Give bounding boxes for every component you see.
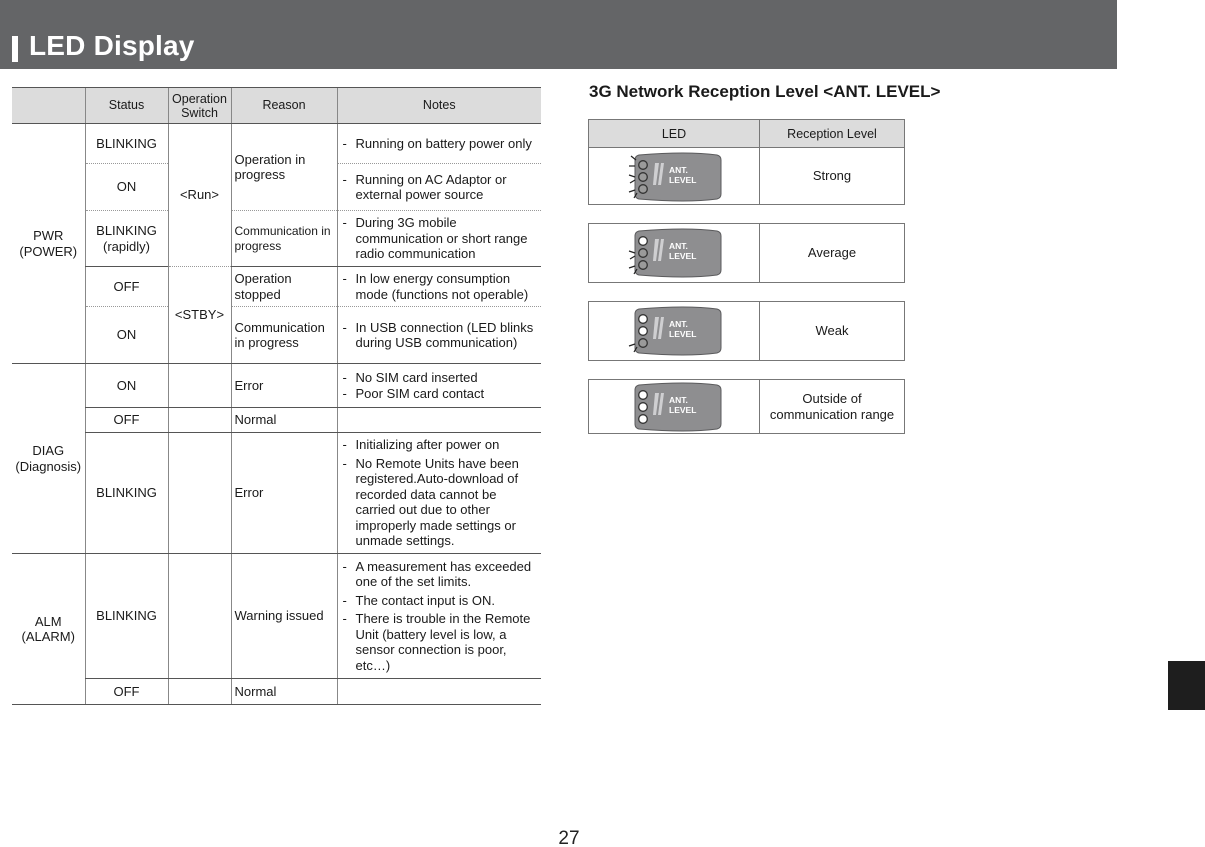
led-off [639,415,648,424]
led-lit [639,161,648,170]
status-cell: ON [85,307,168,364]
led-glow-ray [629,266,635,268]
col-header-reason: Reason [231,88,337,124]
table-row [12,408,541,433]
page-header [0,0,1117,69]
table-header-row [12,88,541,124]
page-title: LED Display [29,30,195,61]
reason-cell: Communication in progress [231,211,337,267]
reception-table-header [588,119,905,147]
antenna-led-icon [627,151,727,203]
status-cell: OFF [85,267,168,307]
led-glow-ray [629,251,635,253]
led-label-pwr: PWR (POWER) [12,124,85,364]
page-number: 27 [558,828,580,847]
led-glow-ray [629,344,635,346]
led-glow-ray [630,180,635,183]
section-side-tab [1168,661,1205,710]
led-status-table [12,87,541,705]
led-off [639,237,648,246]
table-row [12,679,541,705]
ant-led-cell [589,148,760,204]
reason-cell: Warning issued [231,554,337,679]
col-header-blank [12,88,85,124]
reception-row-outside [588,379,905,434]
notes-cell: - Running on battery power only [337,124,541,164]
ant-icon-label-1: ANT. [669,319,688,329]
notes-cell: - Running on AC Adaptor or external power source [337,164,541,211]
reason-cell: Operation in progress [231,124,337,211]
table-row [12,364,541,408]
led-label-alm: ALM (ALARM) [12,554,85,705]
reason-cell: Error [231,364,337,408]
col-header-reception-level: Reception Level [787,126,877,141]
ant-icon-label-2: LEVEL [669,251,697,261]
notes-cell [337,679,541,705]
led-label-diag: DIAG (Diagnosis) [12,364,85,554]
ant-icon-label-2: LEVEL [669,329,697,339]
led-off [639,391,648,400]
ant-led-cell [589,380,760,433]
reception-level-label: Weak [815,323,849,338]
reception-row-average [588,223,905,283]
status-cell: BLINKING [85,433,168,554]
ant-icon-label-1: ANT. [669,165,688,175]
switch-cell [168,408,231,433]
status-cell: ON [85,364,168,408]
reason-cell: Operation stopped [231,267,337,307]
reception-level-label: Strong [812,168,852,183]
status-cell: BLINKING [85,554,168,679]
status-cell: ON [85,164,168,211]
led-glow-ray [630,256,635,259]
notes-cell: - Initializing after power on - No Remote Units have been registered.Auto-download of recorded data cannot be carried out due to other improperly made settings or unmade settings. [337,433,541,554]
notes-cell: - In low energy consumption mode (functions not operable) [337,267,541,307]
col-header-status: Status [85,88,168,124]
col-header-led: LED [589,120,760,147]
ant-icon-label-2: LEVEL [669,405,697,415]
reception-row-strong [588,147,905,205]
led-lit [639,173,648,182]
antenna-led-icon [627,305,727,357]
led-lit [639,249,648,258]
reception-level-label: Average [807,245,857,260]
table-row [12,307,541,364]
reception-level-label: Outside of communication range [769,390,895,422]
switch-cell [168,364,231,408]
switch-run: <Run> [168,124,231,267]
reason-cell: Error [231,433,337,554]
switch-stby: <STBY> [168,267,231,364]
col-header-notes: Notes [337,88,541,124]
ant-icon-label-1: ANT. [669,241,688,251]
switch-cell [168,433,231,554]
led-glow-ray [629,190,635,192]
header-accent-bar [12,36,18,62]
status-cell: OFF [85,408,168,433]
reception-row-weak [588,301,905,361]
led-lit [639,261,648,270]
reason-cell: Normal [231,679,337,705]
ant-led-cell [589,302,760,360]
table-row [12,433,541,554]
led-lit [639,185,648,194]
led-off [639,403,648,412]
reception-section-title: 3G Network Reception Level <ANT. LEVEL> [589,82,941,101]
notes-cell: - In USB connection (LED blinks during USB communication) [337,307,541,364]
table-row [12,124,541,164]
reason-cell: Normal [231,408,337,433]
ant-icon-label-2: LEVEL [669,175,697,185]
switch-cell [168,679,231,705]
led-off [639,327,648,336]
led-lit [639,339,648,348]
table-row [12,211,541,267]
antenna-led-icon [627,227,727,279]
antenna-led-icon [627,381,727,433]
switch-cell [168,554,231,679]
ant-icon-label-1: ANT. [669,395,688,405]
notes-cell: - No SIM card inserted - Poor SIM card contact [337,364,541,408]
status-cell: OFF [85,679,168,705]
led-off [639,315,648,324]
table-row [12,554,541,679]
reason-cell: Communication in progress [231,307,337,364]
table-row [12,267,541,307]
notes-cell: - During 3G mobile communication or short range radio communication [337,211,541,267]
status-cell: BLINKING (rapidly) [85,211,168,267]
status-cell: BLINKING [85,124,168,164]
led-glow-ray [629,175,635,177]
notes-cell: - A measurement has exceeded one of the set limits. - The contact input is ON. - There is trouble in the Remote Unit (battery level is low, a sensor connection is poor, etc…) [337,554,541,679]
col-header-operation-switch: Operation Switch [168,88,231,124]
ant-led-cell [589,224,760,282]
notes-cell [337,408,541,433]
